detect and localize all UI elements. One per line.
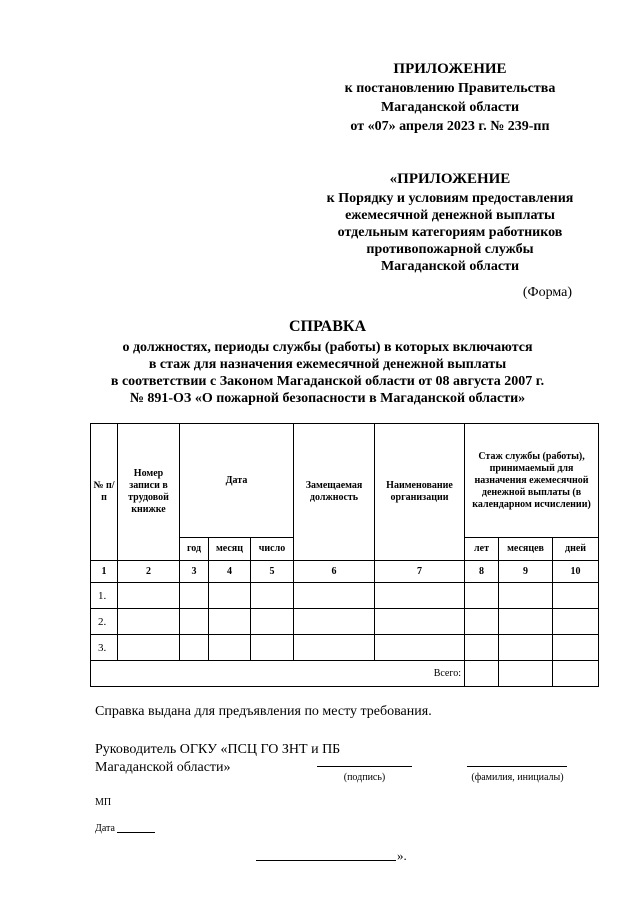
total-days-cell[interactable] xyxy=(553,661,599,687)
table-cell[interactable] xyxy=(251,583,294,609)
spravka-subtitle-line: в стаж для назначения ежемесячной денежной выплаты xyxy=(148,357,507,372)
column-number: 1 xyxy=(91,561,118,583)
row-number: 2. xyxy=(91,609,118,635)
header-position: Замещаемая должность xyxy=(294,424,375,561)
table-cell[interactable] xyxy=(465,609,499,635)
appendix-order-header xyxy=(300,171,600,275)
table-cell[interactable] xyxy=(465,583,499,609)
header-date: Дата xyxy=(180,424,294,538)
appendix-order-line: отдельным категориям работников xyxy=(337,225,563,240)
signature-caption: (подпись) xyxy=(343,772,386,783)
spravka-subtitle-line: о должностях, периоды службы (работы) в которых включаются xyxy=(122,340,533,355)
column-number: 10 xyxy=(553,561,599,583)
service-table xyxy=(90,423,599,687)
table-row xyxy=(91,583,599,609)
head-signatory-line2: Магаданской области» xyxy=(95,760,231,775)
column-number: 4 xyxy=(209,561,251,583)
name-caption: (фамилия, инициалы) xyxy=(471,772,564,783)
column-number-row xyxy=(91,561,599,583)
table-cell[interactable] xyxy=(180,635,209,661)
column-number: 8 xyxy=(465,561,499,583)
date-label: Дата xyxy=(95,823,115,834)
column-number: 5 xyxy=(251,561,294,583)
closing-quote: ». xyxy=(397,848,407,863)
table-cell[interactable] xyxy=(180,583,209,609)
table-row xyxy=(91,635,599,661)
closing-line xyxy=(256,860,396,861)
stamp-place-label: МП xyxy=(95,797,112,808)
header-record-number: Номер записи в трудовой книжке xyxy=(118,424,180,561)
table-cell[interactable] xyxy=(499,635,553,661)
header-month: месяц xyxy=(209,538,251,561)
table-cell[interactable] xyxy=(180,609,209,635)
table-cell[interactable] xyxy=(251,609,294,635)
header-service-length: Стаж службы (работы), принимаемый для назначения ежемесячной денежной выплаты (в календарном исчислении) xyxy=(465,424,599,538)
head-signatory xyxy=(95,741,355,777)
appendix-order-title: «ПРИЛОЖЕНИЕ xyxy=(389,171,511,187)
column-number: 3 xyxy=(180,561,209,583)
table-cell[interactable] xyxy=(553,609,599,635)
appendix-order-line: ежемесячной денежной выплаты xyxy=(345,208,555,223)
header-months: месяцев xyxy=(499,538,553,561)
column-number: 2 xyxy=(118,561,180,583)
column-number: 6 xyxy=(294,561,375,583)
row-number: 3. xyxy=(91,635,118,661)
appendix-order-line: к Порядку и условиям предоставления xyxy=(326,191,574,206)
table-cell[interactable] xyxy=(465,635,499,661)
table-cell[interactable] xyxy=(118,609,180,635)
form-label: (Форма) xyxy=(522,285,572,300)
appendix-order-line: противопожарной службы xyxy=(366,242,534,257)
table-cell[interactable] xyxy=(375,609,465,635)
name-line[interactable] xyxy=(467,766,567,767)
total-row xyxy=(91,661,599,687)
table-cell[interactable] xyxy=(375,635,465,661)
table-cell[interactable] xyxy=(553,583,599,609)
column-number: 7 xyxy=(375,561,465,583)
row-number: 1. xyxy=(91,583,118,609)
header-organization: Наименование организации xyxy=(375,424,465,561)
header-years: лет xyxy=(465,538,499,561)
table-cell[interactable] xyxy=(209,609,251,635)
table-cell[interactable] xyxy=(251,635,294,661)
appendix-order-line: Магаданской области xyxy=(380,259,520,274)
appendix-main-header xyxy=(300,60,600,136)
table-row xyxy=(91,609,599,635)
appendix-main-line2: Магаданской области xyxy=(380,100,520,115)
date-line[interactable] xyxy=(117,832,155,833)
spravka-subtitle-line: в соответствии с Законом Магаданской области от 08 августа 2007 г. xyxy=(110,374,545,389)
table-cell[interactable] xyxy=(499,583,553,609)
appendix-main-line1: к постановлению Правительства xyxy=(344,81,556,96)
table-cell[interactable] xyxy=(553,635,599,661)
table-cell[interactable] xyxy=(209,635,251,661)
total-label: Всего: xyxy=(91,661,465,687)
total-months-cell[interactable] xyxy=(499,661,553,687)
spravka-heading xyxy=(90,318,565,407)
appendix-main-line3: от «07» апреля 2023 г. № 239-пп xyxy=(350,119,550,134)
spravka-subtitle-line: № 891-ОЗ «О пожарной безопасности в Магаданской области» xyxy=(129,391,526,406)
table-cell[interactable] xyxy=(499,609,553,635)
table-cell[interactable] xyxy=(294,583,375,609)
header-num: № п/п xyxy=(91,424,118,561)
header-days: дней xyxy=(553,538,599,561)
signature-line[interactable] xyxy=(317,766,412,767)
table-cell[interactable] xyxy=(118,583,180,609)
table-cell[interactable] xyxy=(118,635,180,661)
header-year: год xyxy=(180,538,209,561)
table-cell[interactable] xyxy=(209,583,251,609)
head-signatory-line1: Руководитель ОГКУ «ПСЦ ГО ЗНТ и ПБ xyxy=(95,742,341,757)
appendix-main-title: ПРИЛОЖЕНИЕ xyxy=(393,61,507,77)
column-number: 9 xyxy=(499,561,553,583)
table-cell[interactable] xyxy=(294,609,375,635)
table-cell[interactable] xyxy=(294,635,375,661)
header-day: число xyxy=(251,538,294,561)
issued-statement: Справка выдана для предъявления по месту требования. xyxy=(95,704,432,719)
total-years-cell[interactable] xyxy=(465,661,499,687)
table-cell[interactable] xyxy=(375,583,465,609)
spravka-title: СПРАВКА xyxy=(288,318,367,335)
